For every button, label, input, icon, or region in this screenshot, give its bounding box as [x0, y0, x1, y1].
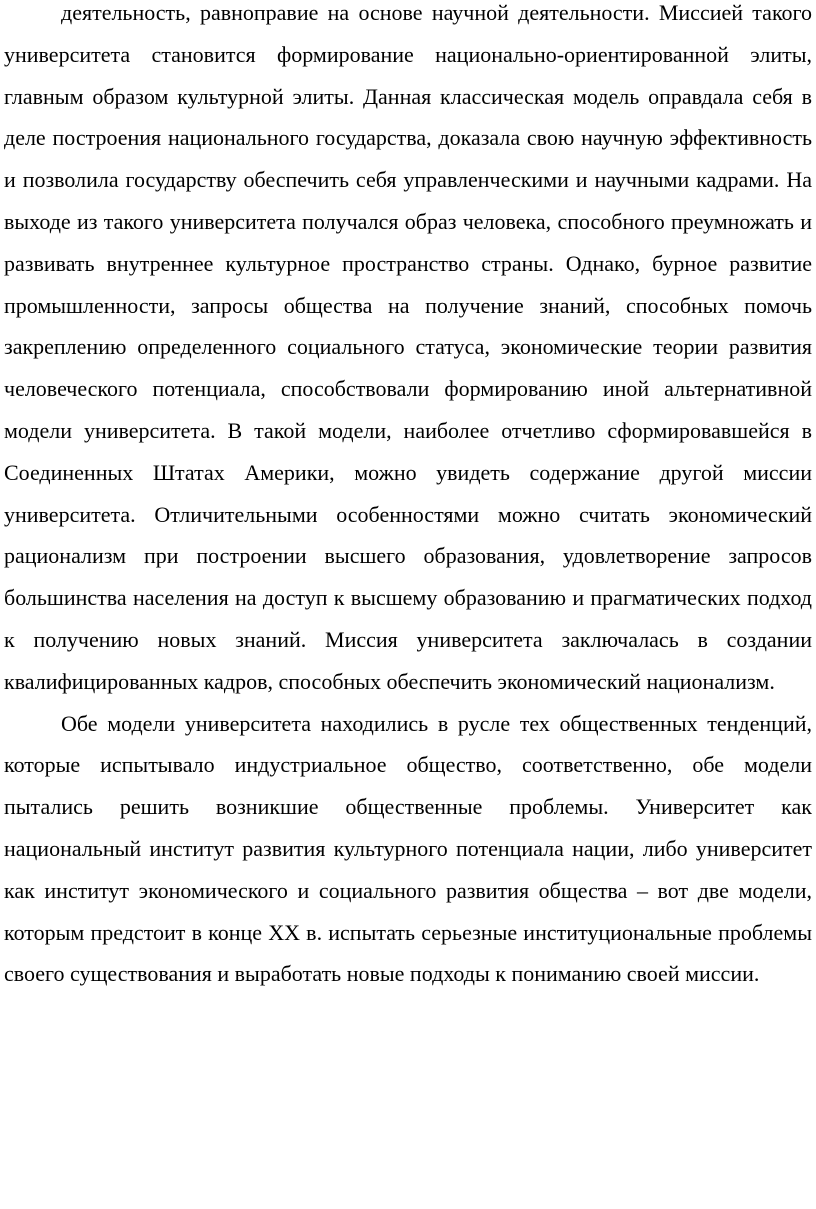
paragraph-university-models: деятельность, равноправие на основе научной деятельности. Миссией такого университета становится формирование национально-ориентированной элиты, главным образом культурной элиты. Данная классическая модель оправдала себя в деле построения национального государства, доказала свою научную эффективность и позволила государству обеспечить себя управленческими и научными кадрами. На выходе из такого университета получался образ человека, способного преумножать и развивать внутреннее культурное пространство страны. Однако, бурное развитие промышленности, запросы общества на получение знаний, способных помочь закреплению определенного социального статуса, экономические теории развития человеческого потенциала, способствовали формированию иной альтернативной модели университета. В такой модели, наиболее отчетливо сформировавшейся в Соединенных Штатах Америки, можно увидеть содержание другой миссии университета. Отличительными особенностями можно считать экономический рационализм при построении высшего образования, удовлетворение запросов большинства населения на доступ к высшему образованию и прагматических подход к получению новых знаний. Миссия университета заключалась в создании квалифицированных кадров, способных обеспечить экономический национализм.: [4, 0, 812, 694]
paragraph-two-models-conclusion: Обе модели университета находились в русле тех общественных тенденций, которые испытывало индустриальное общество, соответственно, обе модели пытались решить возникшие общественные проблемы. Университет как национальный институт развития культурного потенциала нации, либо университет как институт экономического и социального развития общества – вот две модели, которым предстоит в конце XX в. испытать серьезные институциональные проблемы своего существования и выработать новые подходы к пониманию своей миссии.: [4, 710, 812, 987]
